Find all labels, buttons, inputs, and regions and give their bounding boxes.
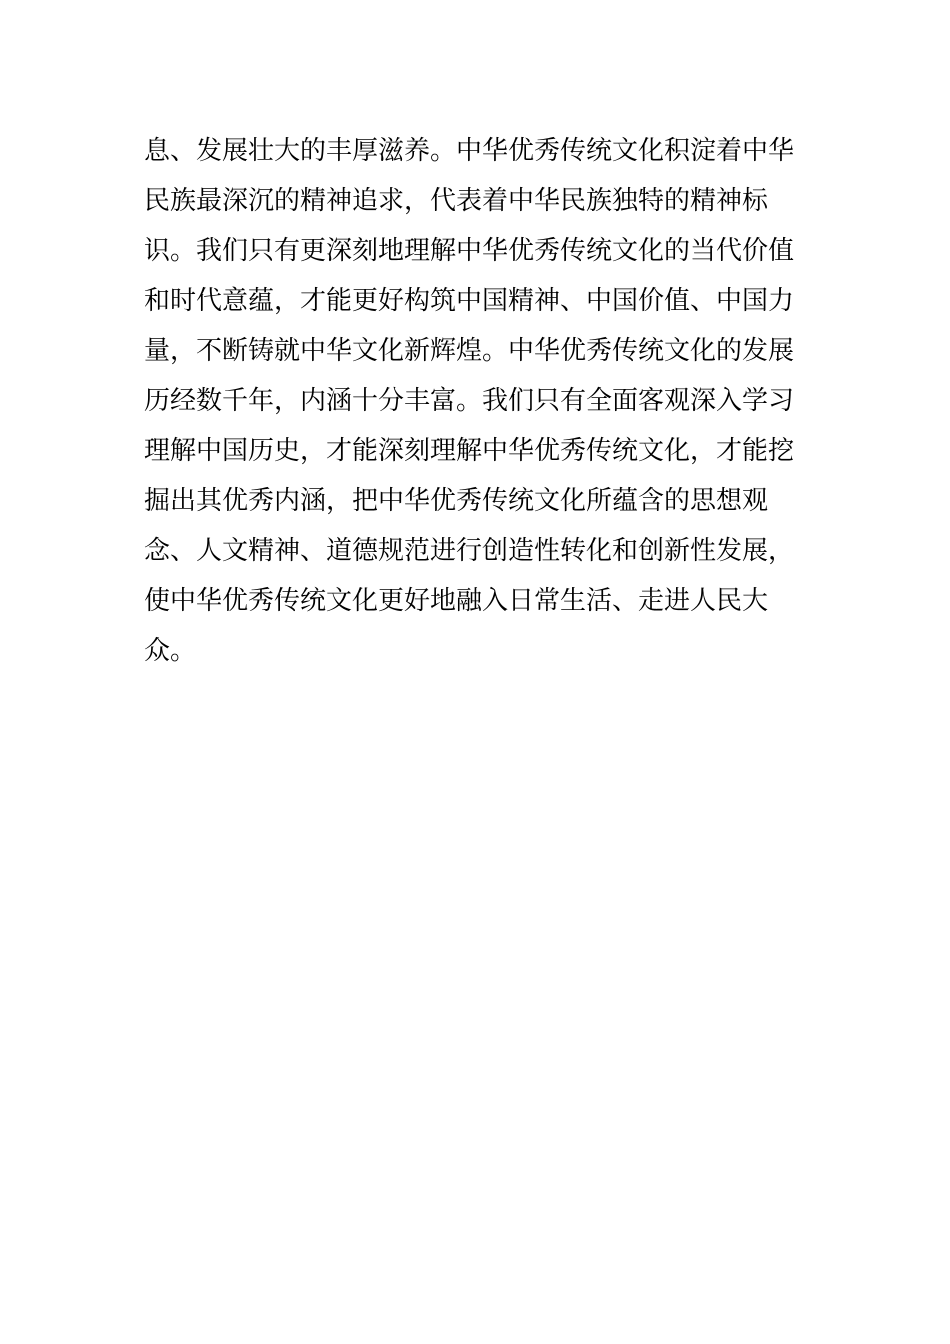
- text-line: 念、人文精神、道德规范进行创造性转化和创新性发展，: [144, 536, 795, 566]
- text-line: 使中华优秀传统文化更好地融入日常生活、走进人民大: [144, 586, 769, 616]
- text-line: 民族最深沉的精神追求，代表着中华民族独特的精神标: [144, 186, 769, 216]
- text-line: 掘出其优秀内涵，把中华优秀传统文化所蕴含的思想观: [144, 486, 769, 516]
- text-line: 息、发展壮大的丰厚滋养。中华优秀传统文化积淀着中华: [144, 136, 795, 166]
- text-line: 和时代意蕴，才能更好构筑中国精神、中国价值、中国力: [144, 286, 795, 316]
- text-line: 历经数千年，内涵十分丰富。我们只有全面客观深入学习: [144, 386, 795, 416]
- text-line: 识。我们只有更深刻地理解中华优秀传统文化的当代价值: [144, 236, 795, 266]
- text-line: 量，不断铸就中华文化新辉煌。中华优秀传统文化的发展: [144, 336, 795, 366]
- body-paragraph: [144, 126, 812, 676]
- text-line: 理解中国历史，才能深刻理解中华优秀传统文化，才能挖: [144, 436, 795, 466]
- text-line: 众。: [144, 636, 197, 666]
